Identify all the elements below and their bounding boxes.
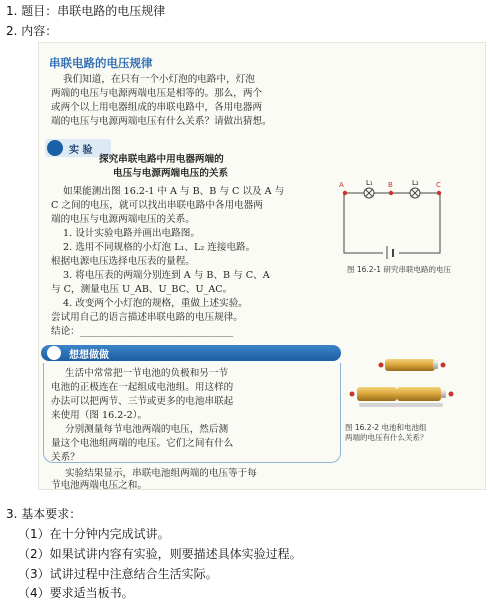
requirement-item: （2）如果试讲内容有实验，则要描述具体实验过程。 [18, 547, 302, 561]
step-line: 3. 将电压表的两端分别连到 A 与 B、B 与 C、A [63, 270, 270, 281]
think-label: 想想做做 [69, 350, 109, 361]
think-line: 来使用（图 16.2-2）。 [51, 410, 148, 421]
result-line: 节电池两端电压之和。 [51, 480, 147, 490]
point-c-label: C [436, 181, 441, 189]
conclusion-line: 结论：________________________________ [51, 326, 234, 337]
point-a-dot [343, 191, 347, 195]
point-a-label: A [339, 181, 344, 189]
topic-line: 1. 题目：串联电路的电压规律 [6, 4, 166, 18]
think-and-do-bar [41, 345, 341, 361]
content-label: 2. 内容： [6, 24, 58, 38]
step-line: C 之间的电压，就可以找出串联电路中各用电器两 [51, 200, 263, 211]
point-b-dot [389, 191, 393, 195]
result-line: 实验结果显示，串联电池组两端的电压等于每 [65, 468, 257, 479]
point-b-label: B [388, 181, 393, 189]
intro-line: 我们知道，在只有一个小灯泡的电路中，灯泡 [63, 74, 255, 85]
section-title: 串联电路的电压规律 [49, 56, 153, 70]
intro-line: 端的电压与电源两端电压有什么关系？请做出猜想。 [51, 116, 272, 127]
step-line: 1. 设计实验电路并画出电路图。 [63, 228, 200, 239]
intro-line: 或两个以上用电器组成的串联电路中，各用电器两 [51, 102, 263, 113]
battery-pack-icon [350, 387, 454, 407]
requirements-heading: 3. 基本要求： [6, 507, 82, 521]
experiment-icon [47, 140, 63, 156]
experiment-label: 实 验 [69, 145, 93, 156]
circuit-caption: 图 16.2-1 研究串联电路的电压 [347, 265, 451, 274]
textbook-page [38, 42, 486, 490]
battery-caption-line: 图 16.2-2 电池和电池组 [345, 423, 427, 432]
single-battery-icon [379, 359, 446, 371]
requirement-item: （4）要求适当板书。 [18, 586, 134, 600]
step-line: 根据电源电压选择电压表的量程。 [51, 256, 195, 267]
point-c-dot [437, 191, 441, 195]
step-line: 端的电压与电源两端电压的关系。 [51, 214, 195, 225]
wrench-icon [47, 346, 61, 360]
step-line: 2. 选用不同规格的小灯泡 L₁、L₂ 连接电路。 [63, 242, 256, 253]
requirement-item: （3）试讲过程中注意结合生活实际。 [18, 567, 218, 581]
think-line: 生活中常常把一节电池的负极和另一节 [65, 368, 229, 379]
battery-illustration [339, 357, 457, 421]
lamp-l2-label: L₂ [412, 179, 419, 187]
think-line: 量这个电池组两端的电压。它们之间有什么 [51, 438, 234, 449]
think-line: 办法可以把两节、三节或更多的电池串联起 [51, 396, 234, 407]
requirement-item: （1）在十分钟内完成试讲。 [18, 527, 170, 541]
step-line: 尝试用自己的语言描述串联电路的电压规律。 [51, 312, 243, 323]
series-circuit-diagram [339, 179, 449, 259]
step-line: 如果能测出图 16.2-1 中 A 与 B、B 与 C 以及 A 与 [63, 186, 285, 197]
experiment-title-line: 电压与电源两端电压的关系 [113, 168, 229, 179]
step-line: 与 C，测量电压 U_AB、U_BC、U_AC。 [51, 284, 233, 295]
lamp-l1-label: L₁ [366, 179, 373, 187]
think-line: 分别测量每节电池两端的电压，然后测 [65, 424, 229, 435]
step-line: 4. 改变两个小灯泡的规格，重做上述实验。 [63, 298, 248, 309]
battery-caption-line: 两端的电压有什么关系？ [345, 433, 428, 442]
experiment-title-line: 探究串联电路中用电器两端的 [99, 154, 224, 165]
intro-line: 两端的电压与电源两端电压是相等的。那么，两个 [51, 88, 263, 99]
think-line: 关系？ [51, 452, 80, 463]
think-line: 电池的正极连在一起组成电池组。用这样的 [51, 382, 234, 393]
